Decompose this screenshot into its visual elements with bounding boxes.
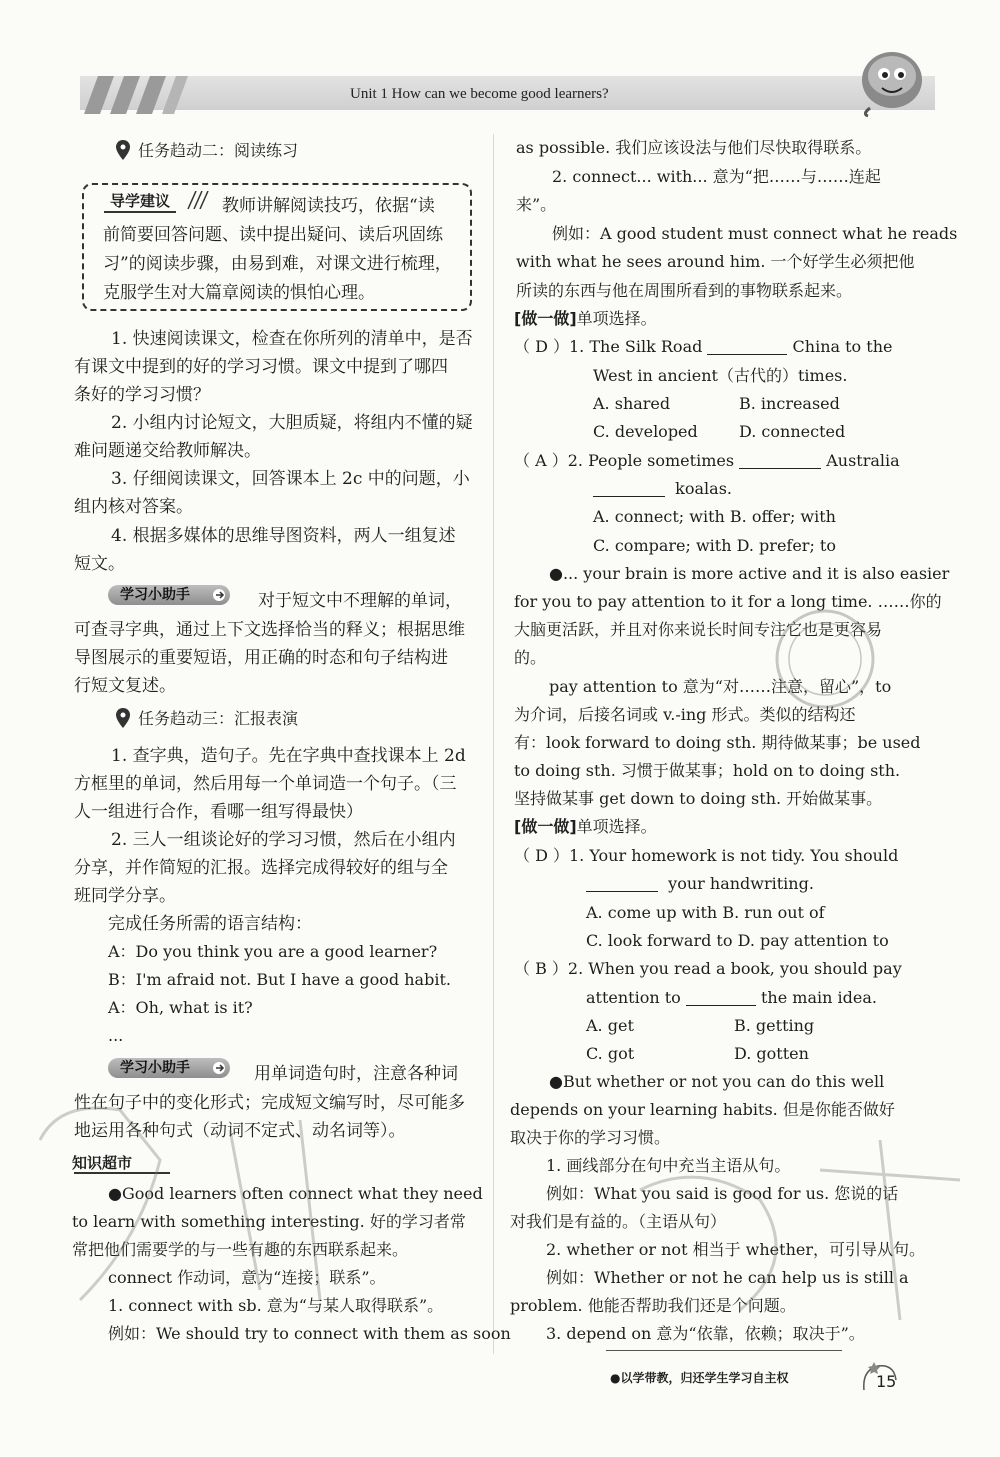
question-stem: China to the xyxy=(792,337,893,356)
option: A. get xyxy=(586,1016,634,1035)
guide-line: 教师讲解阅读技巧，依据“读 xyxy=(222,196,435,216)
para-line: 难问题递交给教师解决。 xyxy=(74,441,261,461)
location-pin-icon xyxy=(116,140,130,160)
option: B. getting xyxy=(734,1016,815,1035)
question-3 xyxy=(514,846,898,866)
dialog-line: A：Oh, what is it? xyxy=(108,998,253,1017)
knowledge-tag: 知识超市 xyxy=(72,1154,133,1172)
text-line: ●But whether or not you can do this well xyxy=(549,1072,885,1091)
text-line: pay attention to 意为“对……注意，留心”，to xyxy=(549,677,892,696)
helper-tag-label: 学习小助手 xyxy=(120,587,190,603)
question-4 xyxy=(514,959,902,979)
para-line: 条好的学习习惯？ xyxy=(74,385,210,405)
question-stem: West in ancient（古代的）times. xyxy=(593,366,848,385)
para-line: 1. 查字典，造句子。先在字典中查找课本上 2d xyxy=(111,746,466,766)
lang-intro: 完成任务所需的语言结构： xyxy=(108,914,312,934)
option: D. gotten xyxy=(734,1044,809,1063)
exercise-instruction: 单项选择。 xyxy=(576,309,657,328)
option: C. got xyxy=(586,1044,635,1063)
kb-line: connect 作动词，意为“连接；联系”。 xyxy=(108,1268,386,1287)
question-stem: The Silk Road xyxy=(589,337,703,356)
para-line: 分享，并作简短的汇报。选择完成得较好的组与全 xyxy=(74,858,448,878)
text-line: 来”。 xyxy=(516,195,557,214)
option: C. developed xyxy=(593,422,698,441)
helper-line: 行短文复述。 xyxy=(74,676,176,696)
helper-line: 可查寻字典，通过上下文选择恰当的释义；根据思维 xyxy=(74,620,465,640)
para-line: 方框里的单词，然后用每一个单词造一个句子。（三 xyxy=(74,774,457,794)
knowledge-underline xyxy=(74,1172,170,1174)
para-line: 有课文中提到的好的学习习惯。课文中提到了哪四 xyxy=(74,357,448,377)
helper-tag-label: 学习小助手 xyxy=(120,1060,190,1076)
option: A. connect; with B. offer; with xyxy=(593,507,836,526)
para-line: 人一组进行合作，看哪一组写得最快） xyxy=(74,802,363,822)
text-line: 取决于你的学习习惯。 xyxy=(510,1128,671,1147)
para-line: 4. 根据多媒体的思维导图资料，两人一组复述 xyxy=(111,526,456,546)
helper-line: 性在句子中的变化形式；完成短文编写时，尽可能多 xyxy=(74,1093,465,1113)
answer-mark: （ B ）2. xyxy=(514,959,584,978)
question-stem-line xyxy=(593,479,732,499)
helper-line: 导图展示的重要短语，用正确的时态和句子结构进 xyxy=(74,648,448,668)
guide-line: 习”的阅读步骤，由易到难，对课文进行梳理， xyxy=(103,254,452,274)
option: C. look forward to D. pay attention to xyxy=(586,931,889,950)
text-line: 坚持做某事 get down to doing sth. 开始做某事。 xyxy=(514,789,883,808)
text-line: 大脑更活跃，并且对你来说长时间专注它也是更容易 xyxy=(514,620,883,639)
hatch-icon xyxy=(186,191,210,209)
question-1 xyxy=(514,337,892,357)
arrow-right-icon xyxy=(213,589,226,601)
header-stripes xyxy=(84,70,284,114)
dialog-line: B：I'm afraid not. But I have a good habit. xyxy=(108,970,451,989)
question-stem: attention to xyxy=(586,988,681,1007)
exercise-heading xyxy=(514,817,657,837)
answer-blank xyxy=(586,875,658,892)
page-number: 15 xyxy=(876,1372,897,1391)
footer-rule xyxy=(606,1350,842,1351)
note-line: 例如：Whether or not he can help us is still a xyxy=(546,1268,909,1287)
note-line: 2. whether or not 相当于 whether，可引导从句。 xyxy=(546,1240,925,1259)
question-stem-line xyxy=(586,988,877,1008)
answer-mark: （ D ）1. xyxy=(514,846,585,865)
dialog-line: ... xyxy=(108,1026,124,1045)
question-stem: koalas. xyxy=(675,479,732,498)
note-line: 对我们是有益的。（主语从句） xyxy=(510,1212,727,1231)
text-line: 所读的东西与他在周围所看到的事物联系起来。 xyxy=(516,281,853,300)
question-stem: Australia xyxy=(826,451,900,470)
para-line: 2. 三人一组谈论好的学习习惯，然后在小组内 xyxy=(111,830,456,850)
text-line: 的。 xyxy=(514,648,547,667)
exercise-heading xyxy=(514,309,657,329)
arrow-right-icon xyxy=(213,1062,226,1074)
para-line: 1. 快速阅读课文，检查在你所列的清单中，是否 xyxy=(111,329,473,349)
text-line: for you to pay attention to it for a long time. ……你的 xyxy=(514,592,942,611)
question-stem: When you read a book, you should pay xyxy=(588,959,902,978)
helper-tag xyxy=(108,1058,230,1078)
para-line: 2. 小组内讨论短文，大胆质疑，将组内不懂的疑 xyxy=(111,413,473,433)
text-line: 例如：A good student must connect what he reads xyxy=(552,224,958,243)
question-stem: People sometimes xyxy=(588,451,735,470)
answer-blank xyxy=(739,452,821,469)
helper-tag xyxy=(108,585,230,605)
kb-line: ●Good learners often connect what they need xyxy=(108,1184,483,1203)
exercise-instruction: 单项选择。 xyxy=(576,817,657,836)
location-pin-icon xyxy=(116,708,130,728)
task2-title: 任务趋动二：阅读练习 xyxy=(138,141,299,160)
column-divider xyxy=(493,134,494,1354)
mascot-icon xyxy=(852,44,930,118)
para-line: 班同学分享。 xyxy=(74,886,176,906)
answer-blank xyxy=(707,338,787,355)
text-line: 2. connect... with... 意为“把……与……连起 xyxy=(552,167,881,186)
text-line: 有：look forward to doing sth. 期待做某事；be used xyxy=(514,733,921,752)
note-line: 1. 画线部分在句中充当主语从句。 xyxy=(546,1156,791,1175)
note-line: problem. 他能否帮助我们还是个问题。 xyxy=(510,1296,796,1315)
unit-title: Unit 1 How can we become good learners? xyxy=(350,86,609,102)
answer-mark: （ A ）2. xyxy=(514,451,583,470)
para-line: 3. 仔细阅读课文，回答课本上 2c 中的问题，小 xyxy=(111,469,470,489)
guide-line: 克服学生对大篇章阅读的惧怕心理。 xyxy=(103,283,375,303)
footer-slogan: ●以学带教，归还学生学习自主权 xyxy=(610,1371,789,1385)
question-stem-line xyxy=(586,874,814,894)
para-line: 短文。 xyxy=(74,554,125,574)
question-stem: your handwriting. xyxy=(668,874,814,893)
text-line: to doing sth. 习惯于做某事；hold on to doing sth. xyxy=(514,761,901,780)
question-stem: the main idea. xyxy=(761,988,877,1007)
task2-heading xyxy=(116,140,298,161)
task3-heading xyxy=(116,708,298,729)
note-line: 3. depend on 意为“依靠，依赖；取决于”。 xyxy=(546,1324,865,1343)
text-line: with what he sees around him. 一个好学生必须把他 xyxy=(516,252,915,271)
kb-line: 常把他们需要学的与一些有趣的东西联系起来。 xyxy=(72,1240,409,1259)
text-line: ●... your brain is more active and it is also easier xyxy=(549,564,950,583)
para-line: 组内核对答案。 xyxy=(74,497,193,517)
answer-blank xyxy=(686,989,756,1006)
question-2 xyxy=(514,451,900,471)
kb-line: to learn with something interesting. 好的学习者常 xyxy=(72,1212,466,1231)
kb-line: 1. connect with sb. 意为“与某人取得联系”。 xyxy=(108,1296,444,1315)
do-it-tag: [做一做] xyxy=(514,309,577,328)
question-stem: Your homework is not tidy. You should xyxy=(589,846,899,865)
task3-title: 任务趋动三：汇报表演 xyxy=(138,709,299,728)
option: C. compare; with D. prefer; to xyxy=(593,536,836,555)
helper-line: 地运用各种句式（动词不定式、动名词等）。 xyxy=(74,1121,406,1141)
guide-tag: 导学建议 xyxy=(104,190,176,213)
option: A. shared xyxy=(593,394,671,413)
text-line: 为介词，后接名词或 v.-ing 形式。类似的结构还 xyxy=(514,705,856,724)
helper-line: 对于短文中不理解的单词， xyxy=(258,591,462,611)
answer-mark: （ D ）1. xyxy=(514,337,585,356)
option: A. come up with B. run out of xyxy=(586,903,825,922)
note-line: 例如：What you said is good for us. 您说的话 xyxy=(546,1184,899,1203)
kb-line: 例如：We should try to connect with them as soon xyxy=(108,1324,511,1343)
answer-blank xyxy=(593,480,665,497)
text-line: as possible. 我们应该设法与他们尽快取得联系。 xyxy=(516,138,872,157)
option: D. connected xyxy=(739,422,846,441)
helper-line: 用单词造句时，注意各种词 xyxy=(254,1064,458,1084)
text-line: depends on your learning habits. 但是你能否做好 xyxy=(510,1100,895,1119)
option: B. increased xyxy=(739,394,840,413)
stamp-seal xyxy=(770,604,880,714)
dialog-line: A：Do you think you are a good learner? xyxy=(108,942,438,961)
do-it-tag: [做一做] xyxy=(514,817,577,836)
guide-line: 前简要回答问题、读中提出疑问、读后巩固练 xyxy=(103,225,443,245)
